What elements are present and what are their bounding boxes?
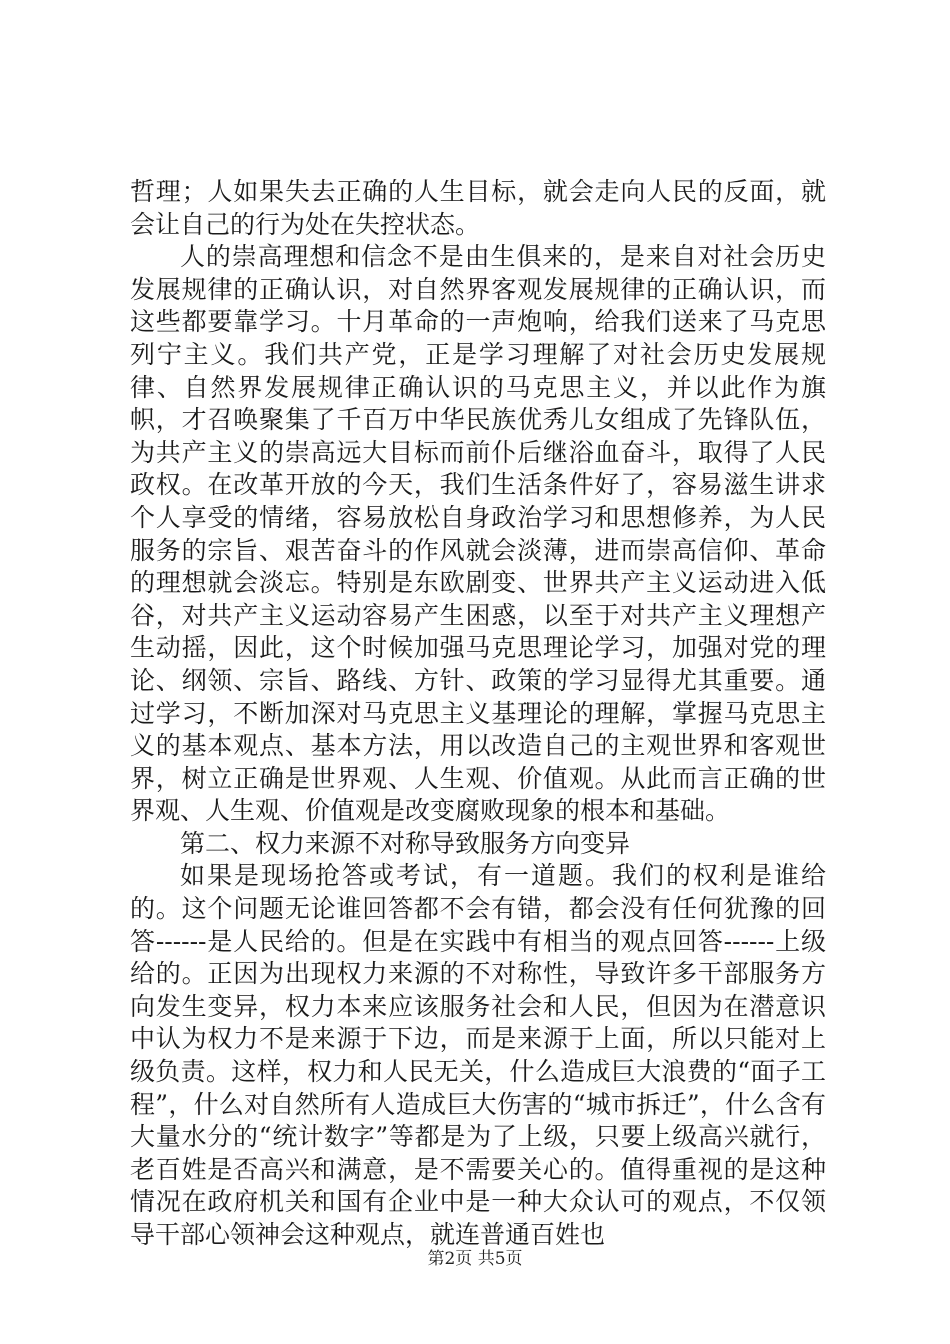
section-heading: 第二、权力来源不对称导致服务方向变异 — [180, 828, 631, 858]
paragraph-ideals: 人的崇高理想和信念不是由生俱来的，是来自对社会历史发展规律的正确认识，对自然界客观发展规律的正确认识，而这些都要靠学习。十月革命的一声炮响，给我们送来了马克思列宁主义。我们共产党，正是学习理解了对社会历史发展规律、自然界发展规律正确认识的马克思主义，并以此作为旗帜，才召唤聚集了千百万中华民族优秀儿女组成了先锋队伍，为共产主义的崇高远大目标而前仆后继浴血奋斗，取得了人民政权。在改革开放的今天，我们生活条件好了，容易滋生讲求个人享受的情绪，容易放松自身政治学习和思想修养，为人民服务的宗旨、艰苦奋斗的作风就会淡薄，进而崇高信仰、革命的理想就会淡忘。特别是东欧剧变、世界共产主义运动进入低谷，对共产主义运动容易产生困惑，以至于对共产主义理想产生动摇，因此，这个时候加强马克思理论学习，加强对党的理论、纲领、宗旨、路线、方针、政策的学习显得尤其重要。通过学习，不断加深对马克思主义基理论的理解，掌握马克思主义的基本观点、基本方法，用以改造自己的主观世界和客观世界，树立正确是世界观、人生观、价值观。从此而言正确的世界观、人生观、价值观是改变腐败现象的根本和基础。 — [130, 242, 826, 826]
page-number-footer: 第2页 共5页 — [427, 1249, 523, 1269]
paragraph-power-source: 如果是现场抢答或考试，有一道题。我们的权利是谁给的。这个问题无论谁回答都不会有错，都会没有任何犹豫的回答------是人民给的。但是在实践中有相当的观点回答------上级给的。正因为出现权力来源的不对称性，导致许多干部服务方向发生变异，权力本来应该服务社会和人民，但因为在潜意识中认为权力不是来源于下边，而是来源于上面，所以只能对上级负责。这样，权力和人民无关，什么造成巨大浪费的“面子工程”，什么对自然所有人造成巨大伤害的“城市拆迁”，什么含有大量水分的“统计数字”等都是为了上级，只要上级高兴就行，老百姓是否高兴和满意，是不需要关心的。值得重视的是这种情况在政府机关和国有企业中是一种大众认可的观点，不仅领导干部心领神会这种观点，就连普通百姓也 — [130, 861, 826, 1249]
paragraph-continuation: 哲理；人如果失去正确的人生目标，就会走向人民的反面，就会让自己的行为处在失控状态。 — [130, 177, 826, 239]
document-body — [130, 176, 826, 1252]
